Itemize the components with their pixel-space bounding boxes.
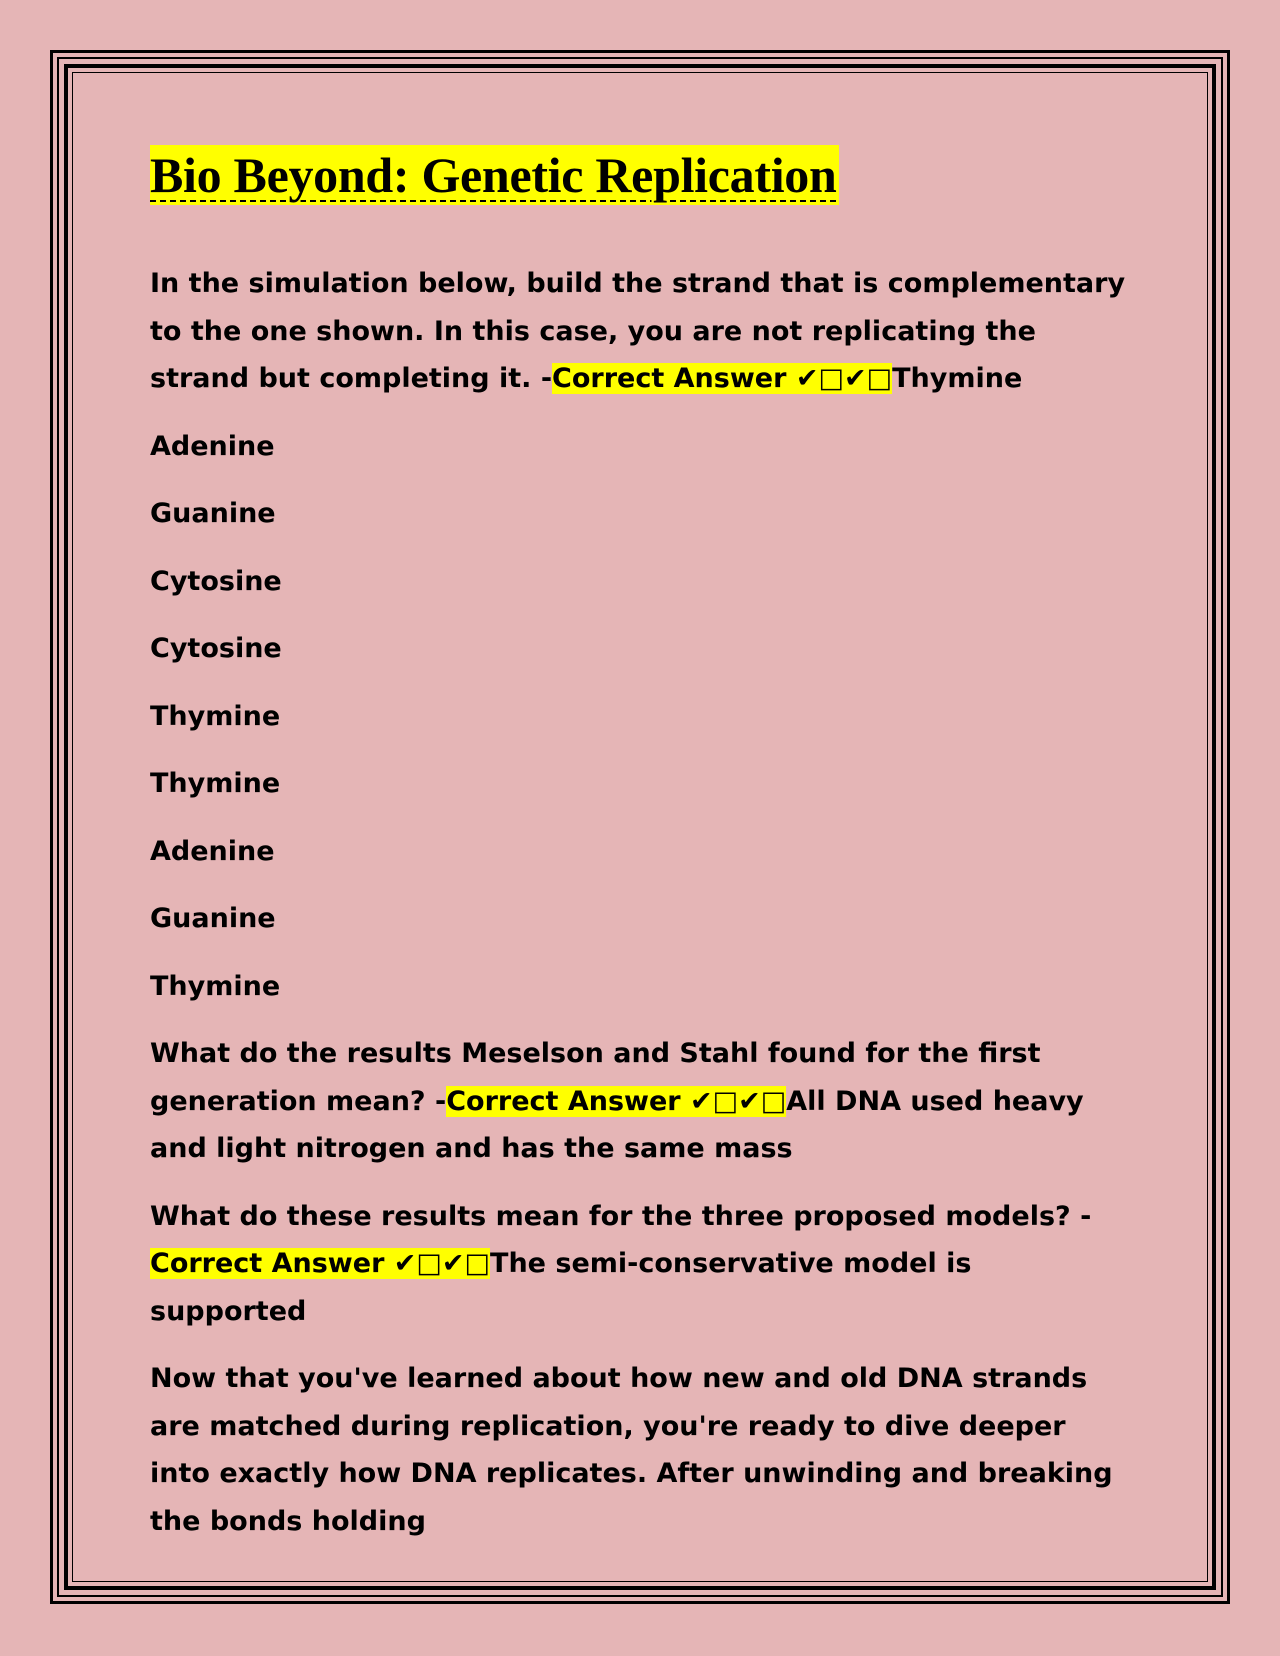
correct-answer-label: Correct Answer ✔□✔□ (552, 363, 893, 394)
correct-answer-label: Correct Answer ✔□✔□ (446, 1085, 787, 1117)
question-3 (150, 1193, 1130, 1336)
base-item: Thymine (150, 700, 281, 732)
question-3-text: What do these results mean for the three proposed models? - (150, 1200, 1092, 1232)
question-1 (150, 260, 1130, 403)
base-item: Cytosine (150, 565, 282, 597)
base-item: Guanine (150, 903, 276, 934)
base-item: Adenine (150, 430, 275, 462)
question-2-answer: All DNA used heavy and light nitrogen and has the same mass (150, 1085, 1084, 1164)
base-item: Thymine (150, 768, 281, 799)
paragraph-4: Now that you've learned about how new and old DNA strands are matched during replication, you're ready to dive deeper into exactly how DNA replicates. After unwinding and breaking the bonds holding (150, 1363, 1113, 1537)
base-item: Cytosine (150, 633, 282, 664)
base-item: Guanine (150, 498, 276, 529)
document-title: Bio Beyond: Genetic Replication (150, 147, 837, 203)
document-body (150, 145, 1130, 1565)
question-3-answer: The semi-conservative model is supported (150, 1248, 972, 1327)
base-item: Thymine (150, 970, 281, 1002)
question-2 (150, 1030, 1130, 1173)
base-item: Adenine (150, 835, 275, 867)
question-1-text: In the simulation below, build the strand that is complementary to the one shown. In this case, you are not replicating the strand but completing it. - (150, 268, 1126, 394)
question-2-text: What do the results Meselson and Stahl found for the first generation mean? - (150, 1038, 1041, 1117)
question-1-answer: Thymine (892, 363, 1023, 394)
correct-answer-label: Correct Answer ✔□✔□ (150, 1248, 491, 1279)
